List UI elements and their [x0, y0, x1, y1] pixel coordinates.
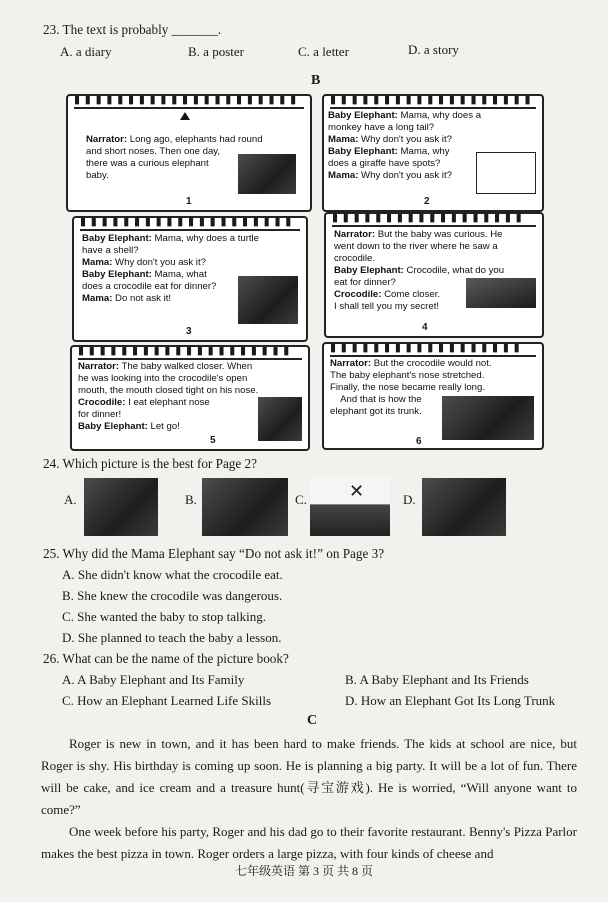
story-panel-6	[322, 342, 544, 450]
blank-picture-box	[476, 152, 536, 194]
q23-option-d[interactable]: D. a story	[408, 42, 459, 57]
panel-2-text: Baby Elephant: Mama, why does a monkey have a long tail? Mama: Why don't you ask it? Baby Elephant: Mama, why does a giraffe have spots? Mama: Why don't you ask it?	[328, 110, 482, 181]
triangle-icon	[180, 112, 190, 120]
q25-option-b[interactable]: B. She knew the crocodile was dangerous.	[62, 588, 283, 603]
panel-3-text: Baby Elephant: Mama, why does a turtle have a shell? Mama: Why don't you ask it? Baby Elephant: Mama, what does a crocodile eat for dinner? Mama: Do not ask it!	[82, 233, 260, 304]
q25-option-d[interactable]: D. She planned to teach the baby a lesson.	[62, 630, 282, 645]
q24-option-d[interactable]: D.	[403, 492, 416, 507]
spiral-binding: ▮ ▮ ▮ ▮ ▮ ▮ ▮ ▮ ▮ ▮ ▮ ▮ ▮ ▮ ▮ ▮ ▮ ▮ ▮	[330, 95, 536, 109]
spiral-binding: ▮ ▮ ▮ ▮ ▮ ▮ ▮ ▮ ▮ ▮ ▮ ▮ ▮ ▮ ▮ ▮ ▮ ▮ ▮ ▮	[78, 346, 302, 360]
q25-option-c[interactable]: C. She wanted the baby to stop talking.	[62, 609, 267, 624]
q24-option-b[interactable]: B.	[185, 492, 197, 507]
story-panel-2	[322, 94, 544, 212]
panel-5-text: Narrator: The baby walked closer. When he was looking into the crocodile's open mouth, the mouth closed tight on his nose. Crocodile: I eat elephant nose for dinner! Baby Elephant: Let go!	[78, 361, 259, 432]
passage-paragraph-1: Roger is new in town, and it has been hard to make friends. The kids at school are nice, but Roger is shy. His birthday is coming up soon. He is planning a big party. It will be a lot of fun. There will be cake, and ice cream and a treasure hunt(寻宝游戏). He is worried, “Will anyone want to come?”	[41, 736, 577, 817]
q26-option-c[interactable]: C. How an Elephant Learned Life Skills	[62, 693, 272, 708]
page-number-6: 6	[416, 436, 422, 447]
question-24: 24. Which picture is the best for Page 2?	[43, 456, 257, 471]
story-panel-5	[70, 345, 310, 451]
panel-4-text: Narrator: But the baby was curious. He went down to the river where he saw a crocodile. Baby Elephant: Crocodile, what do you eat for dinner? Crocodile: Come closer. I shall tell you my secret!	[334, 229, 505, 312]
question-25: 25. Why did the Mama Elephant say “Do not ask it!” on Page 3?	[43, 546, 385, 561]
story-panel-1	[66, 94, 312, 212]
elephant-photo	[442, 396, 534, 440]
story-panel-3	[72, 216, 308, 342]
question-26: 26. What can be the name of the picture book?	[43, 651, 289, 666]
q26-option-d[interactable]: D. How an Elephant Got Its Long Trunk	[345, 693, 556, 708]
passage-paragraph-2: One week before his party, Roger and his dad go to their favorite restaurant. Benny's Pizza Parlor makes the best pizza in town. Roger orders a large pizza, with four kinds of cheese and	[41, 824, 577, 861]
page-number-5: 5	[210, 435, 216, 446]
page-number-4: 4	[422, 322, 428, 333]
q25-option-a[interactable]: A. She didn't know what the crocodile eat.	[62, 567, 283, 582]
q24-option-a[interactable]: A.	[64, 492, 77, 507]
question-23: 23. The text is probably _______.	[43, 22, 222, 37]
crocodile-photo	[466, 278, 536, 308]
q26-option-b[interactable]: B. A Baby Elephant and Its Friends	[345, 672, 529, 687]
panel-6-text: Narrator: But the crocodile would not. The baby elephant's nose stretched. Finally, the nose became really long. And that is how the elephant got its trunk.	[330, 358, 492, 417]
section-c-heading: C	[307, 713, 318, 728]
elephant-crocodile-photo	[258, 397, 302, 441]
elephant-photo	[238, 154, 296, 194]
story-panel-4	[324, 212, 544, 338]
elephants-picture-a	[84, 478, 158, 536]
spiral-binding: ▮ ▮ ▮ ▮ ▮ ▮ ▮ ▮ ▮ ▮ ▮ ▮ ▮ ▮ ▮ ▮ ▮ ▮	[330, 343, 536, 357]
elephant-picture-b	[202, 478, 288, 536]
elephant-photo	[238, 276, 298, 324]
spiral-binding: ▮ ▮ ▮ ▮ ▮ ▮ ▮ ▮ ▮ ▮ ▮ ▮ ▮ ▮ ▮ ▮ ▮ ▮	[332, 213, 536, 227]
q23-option-a[interactable]: A. a diary	[60, 44, 112, 59]
q26-option-a[interactable]: A. A Baby Elephant and Its Family	[62, 672, 245, 687]
q23-option-b[interactable]: B. a poster	[188, 44, 244, 59]
panel-1-text: Narrator: Long ago, elephants had round and short noses. Then one day, there was a curious elephant baby.	[86, 134, 263, 181]
section-b-heading: B	[311, 73, 321, 88]
page-number-3: 3	[186, 326, 192, 337]
q24-option-c[interactable]: C.	[295, 492, 307, 507]
page-number-2: 2	[424, 196, 430, 207]
page-number-1: 1	[186, 196, 192, 207]
q23-option-c[interactable]: C. a letter	[298, 44, 349, 59]
spiral-binding: ▮ ▮ ▮ ▮ ▮ ▮ ▮ ▮ ▮ ▮ ▮ ▮ ▮ ▮ ▮ ▮ ▮ ▮ ▮ ▮	[80, 217, 300, 231]
elephant-picture-d	[422, 478, 506, 536]
page-footer: 七年级英语 第 3 页 共 8 页	[234, 864, 373, 878]
bird-icon: ✕	[349, 481, 365, 501]
spiral-binding: ▮ ▮ ▮ ▮ ▮ ▮ ▮ ▮ ▮ ▮ ▮ ▮ ▮ ▮ ▮ ▮ ▮ ▮ ▮ ▮ ▮	[74, 95, 304, 109]
